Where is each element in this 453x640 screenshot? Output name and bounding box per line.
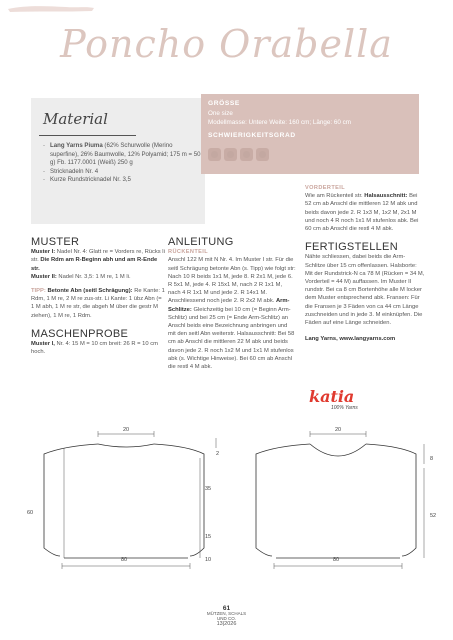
fertigstellen-text: Nähte schliessen, dabei beids die Arm-Schlitze über 15 cm offenlassen. Halsborte: Mit der Rundstrick-N ca 78 M (Rücken = 34 M, Vorderteil = 44 M) auffassen. Im Muster II rundstr. Bei ca 8 cm Bortenhöhe alle M locker dem Muster entsprechend abk. Fransen: Für die Fransen je 3 Fäden von ca 44 cm Länge zuschneiden und in jede 3. M einknüpfen. Die Fäden auf eine Länge schneiden. [305,254,425,327]
footer-line1: MÜTZEN, SCHALS [206,611,247,617]
difficulty-heading: SCHWIERIGKEITSGRAD [208,132,296,139]
back-bottom-label: 80 [121,557,128,563]
vorderteil-text: Wie am Rückenteil str. Halsausschnitt: Bei 52 cm ab Anschl die mittleren 12 M abk und beids davon jede 2. R 1x3 M, 1x2 M, 2x1 M und noch 4 R noch 1x1 M stufenlos abk. Bei 60 cm ab Anschl die restl 4 M abk. [305,193,419,233]
footer-issue: 13|2026 [216,620,237,627]
front-right-small-label: 8 [430,456,434,462]
back-right-small-label: 2 [216,451,220,457]
difficulty-dot [256,148,269,161]
lang-yarns-link[interactable]: Lang Yarns, www.langyarns.com [305,336,396,343]
back-side-mid-label: 15 [205,534,212,540]
front-height-label: 52 [430,513,437,519]
page-number: 61 [222,605,231,612]
back-schematic [24,428,224,578]
front-top-label: 20 [335,427,342,433]
rueckenteil-subheading: RÜCKENTEIL [168,249,209,256]
size-line2: Modellmasse: Untere Weite: 160 cm; Länge: 60 cm [208,119,352,126]
front-bottom-label: 80 [333,557,340,563]
material-heading: Material [43,110,108,134]
footer-line2: UND CO. [217,616,236,622]
material-list [43,142,201,185]
page-title: Poncho Orabella [60,22,393,66]
material-item: - Lang Yarns Piuma (62% Schurwolle (Merino superfine), 26% Baumwolle, 12% Polyamid; 175 m = 50 g) Fb. 1177.0001 (Weiß) 250 g [43,142,201,168]
back-top-label: 20 [123,427,130,433]
size-panel [201,94,419,174]
anleitung-heading: ANLEITUNG [168,236,234,248]
muster-section [31,238,165,356]
maschenprobe-heading: MASCHENPROBE [31,327,129,340]
muster-heading: MUSTER [31,236,80,248]
muster-2-text: Muster II: Nadel Nr. 3,5: 1 M re, 1 M li. [31,273,131,280]
maschenprobe-text: Muster I, Nr. 4: 15 M = 10 cm breit: 26 R = 10 cm hoch. [31,341,158,356]
vorderteil-subheading: VORDERTEIL [305,185,346,191]
katia-logo [305,388,367,410]
material-item: - Stricknadeln Nr. 4 [43,168,201,177]
back-side-lower-label: 10 [205,557,212,563]
brush-decoration [6,3,96,13]
anleitung-section [168,238,296,371]
anleitung-text: Anschl 122 M mit N Nr. 4. Im Muster I str. Für die seitl Schrägung betonte Abn (s. Tipp) wie folgt str: Nach 10 R beids 1x1 M, jede 8. R 2x1 M, jede 6. R 5x1 M, jede 4. R 15x1 M, nach 2 R 1x1 M, nach 4 R 1x1 M und jede 2. R 14x1 M. Anschliessend noch jede 2. R 2x2 M abk. Arm-Schlitze: Gleichzeitig bei 10 cm (= Beginn Arm-Schlitz) und bei 25 cm (= Ende Arm-Schlitz) an Anschl beids eine Bezeichnung anbringen und mit den seitl Abn weiterstr. Halsausschnitt: Bei 58 cm ab Anschl die mittleren 22 M abk und beids davon jede 2. R noch 1x2 M und 1x1 M stufenlos abk (s. Wichtige Hinweise). Bei 60 cm ab Anschl die restl 4 M abk. [168,257,296,371]
back-side-upper-label: 35 [205,486,212,492]
difficulty-dot [224,148,237,161]
page-footer [0,606,453,627]
muster-1-text: Muster I: Nadel Nr. 4: Glatt re = Vorders re, Rücks li str. Die Rdm am R-Beginn abh und am R-Ende str. [31,249,165,272]
difficulty-dot [240,148,253,161]
fertigstellen-heading: FERTIGSTELLEN [305,241,398,254]
size-line1: One size [208,110,233,117]
size-heading: GRÖSSE [208,100,240,107]
tipp-text: TIPP: Betonte Abn (seitl Schrägung): Re Kante: 1 Rdm, 1 M re, 2 M re zus-str. Li Kante: 1 übz Abn (= 1 M abh, 1 M re str, die abgeh M über die gestr M ziehen), 1 M re, 1 Rdm. [31,288,165,319]
vorderteil-section [305,184,425,343]
difficulty-rating [208,148,269,161]
svg-text:100% Yarns: 100% Yarns [331,405,358,410]
material-box [31,98,205,224]
svg-text:katia: katia [309,388,355,406]
front-schematic [236,428,436,578]
difficulty-dot [208,148,221,161]
material-item: - Kurze Rundstricknadel Nr. 3,5 [43,176,201,185]
back-height-label: 60 [27,510,34,516]
